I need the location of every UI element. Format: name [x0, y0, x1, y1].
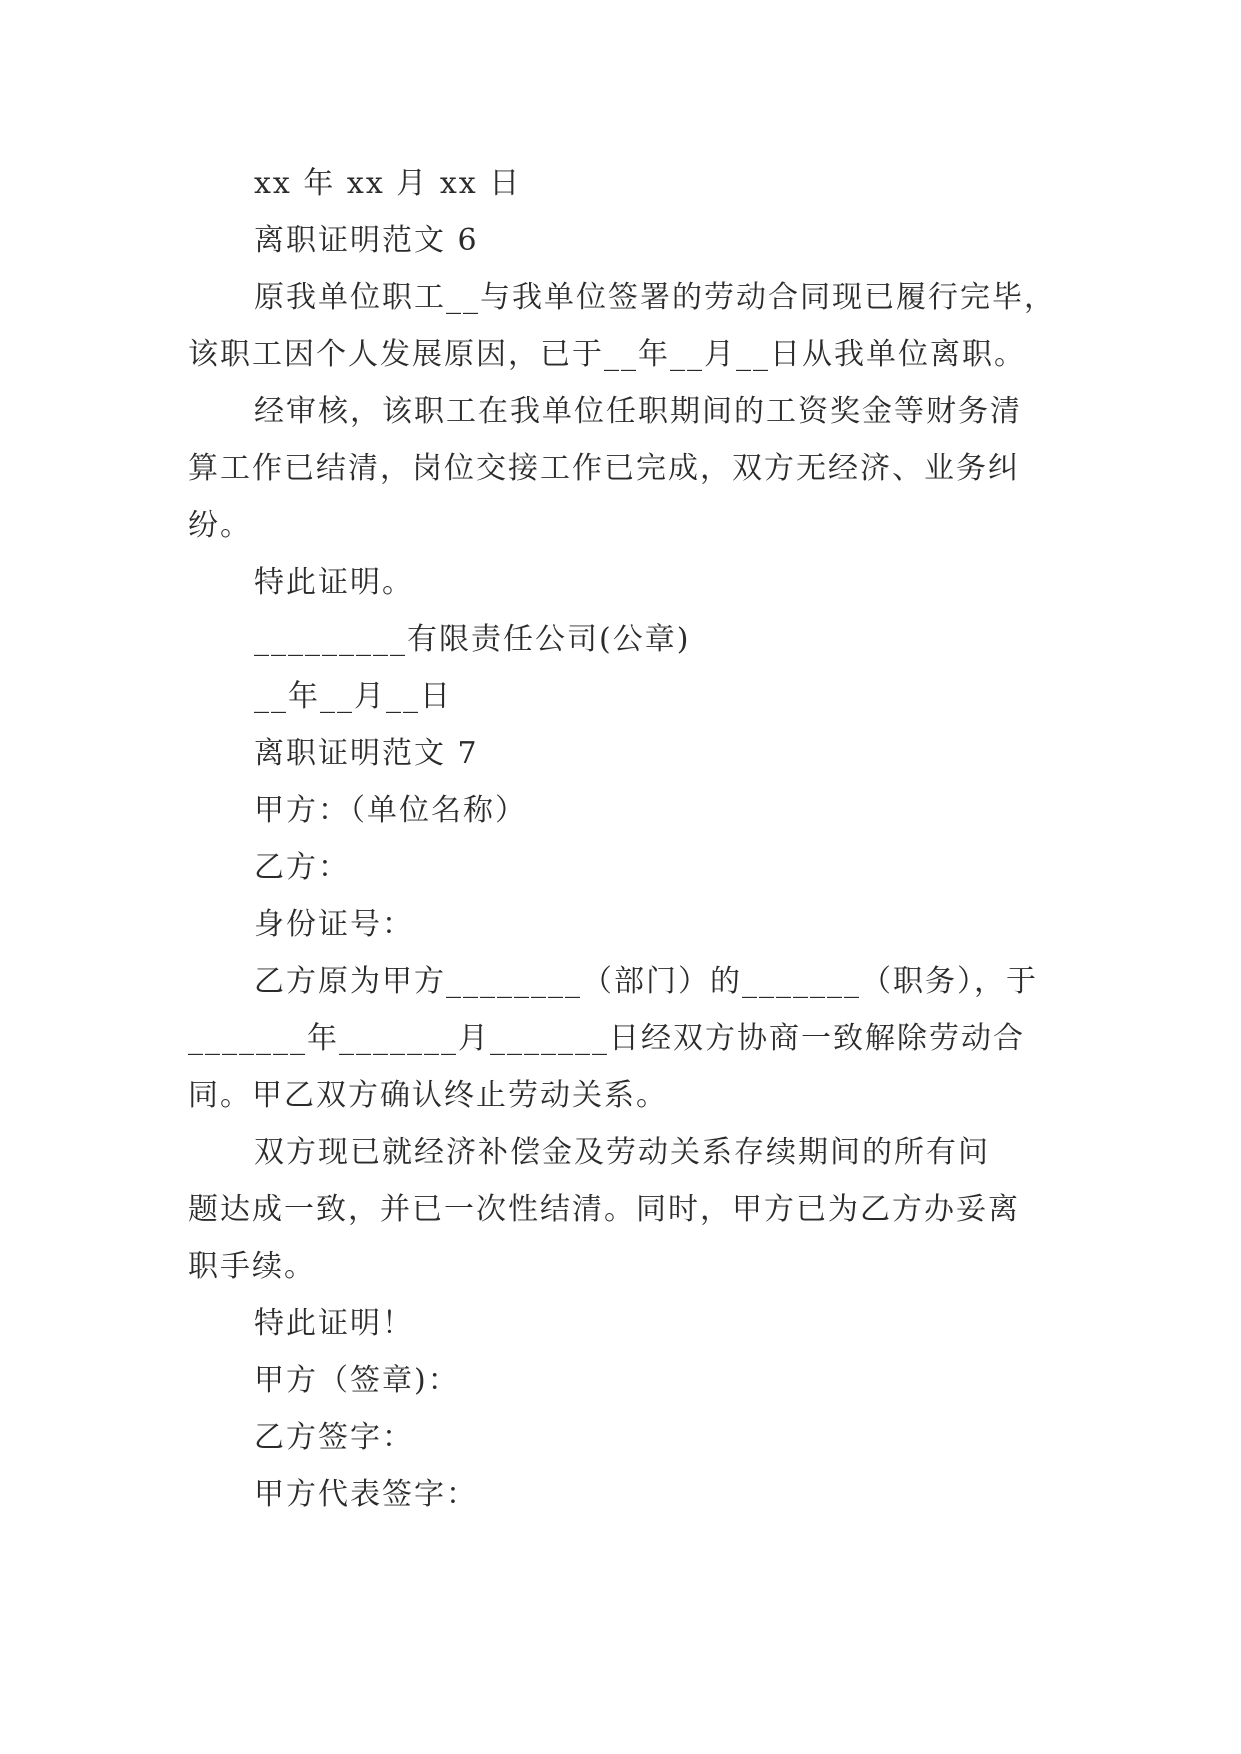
party-b-line: 乙方： [254, 850, 350, 885]
sample-7-para1-line2: _______年_______月_______日经双方协商一致解除劳动合 [188, 1021, 1025, 1056]
party-b-signature-line: 乙方签字： [254, 1420, 414, 1455]
sample-6-para1-line2: 该职工因个人发展原因，已于__年__月__日从我单位离职。 [188, 337, 1026, 372]
party-a-rep-signature-line: 甲方代表签字： [254, 1477, 478, 1512]
id-number-line: 身份证号： [254, 907, 414, 942]
blank-date-line: __年__月__日 [254, 679, 452, 714]
sample-7-para1-line3: 同。甲乙双方确认终止劳动关系。 [188, 1078, 668, 1113]
sample-7-para2-line1: 双方现已就经济补偿金及劳动关系存续期间的所有问 [254, 1135, 990, 1170]
sample-7-heading: 离职证明范文 7 [254, 736, 479, 771]
sample-6-para1-line1: 原我单位职工__与我单位签署的劳动合同现已履行完毕， [254, 280, 1056, 315]
sample-6-para2-line1: 经审核，该职工在我单位任职期间的工资奖金等财务清 [254, 394, 1022, 429]
company-seal-line: _________有限责任公司(公章) [254, 622, 691, 657]
sample-6-certify: 特此证明。 [254, 565, 414, 600]
sample-6-para2-line2: 算工作已结清，岗位交接工作已完成，双方无经济、业务纠 [188, 451, 1020, 486]
sample-6-heading: 离职证明范文 6 [254, 223, 479, 258]
party-a-seal-line: 甲方（签章)： [254, 1363, 460, 1398]
sample-7-para1-line1: 乙方原为甲方________（部门）的_______（职务），于 [254, 964, 1038, 999]
sample-7-para2-line3: 职手续。 [188, 1249, 316, 1284]
party-a-line: 甲方：（单位名称） [254, 793, 527, 828]
sample-7-certify: 特此证明！ [254, 1306, 414, 1341]
sample-7-para2-line2: 题达成一致，并已一次性结清。同时，甲方已为乙方办妥离 [188, 1192, 1020, 1227]
date-line: xx 年 xx 月 xx 日 [254, 166, 522, 201]
sample-6-para2-line3: 纷。 [188, 508, 252, 543]
